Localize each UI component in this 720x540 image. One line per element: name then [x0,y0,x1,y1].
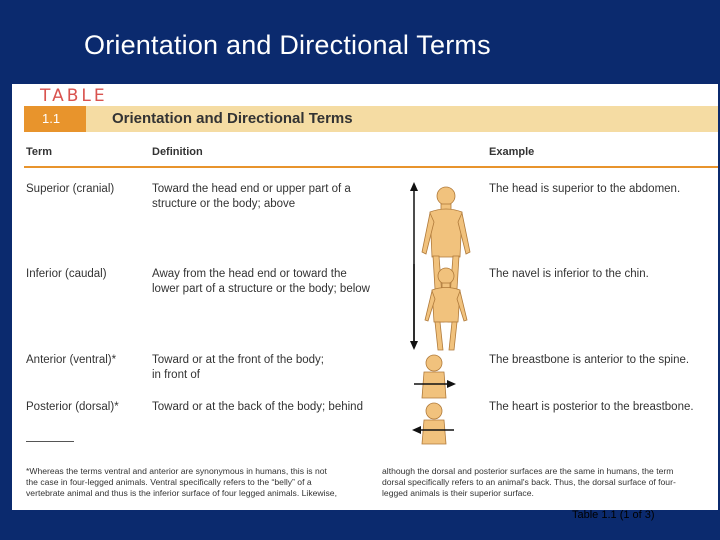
up-arrow-icon [410,182,418,191]
definition-superior [152,182,412,212]
definition-line: structure or the body; above [152,198,296,210]
footnote-line: the case in four-legged animals. Ventral specifically refers to the “belly” of a [26,477,312,487]
header-definition: Definition [152,146,203,158]
slide-caption: Table 1.1 (1 of 3) [572,509,655,521]
table-header-row [24,144,718,168]
definition-line: Toward or at the front of the body; [152,354,324,366]
footnote-right [382,466,716,499]
definition-line: Toward or at the back of the body; behind [152,401,363,413]
term-superior: Superior (cranial) [26,183,115,195]
header-example: Example [489,146,535,158]
term-inferior: Inferior (caudal) [26,268,107,280]
footnote-line: legged animals is their superior surface. [382,488,534,498]
footnote-line: *Whereas the terms ventral and anterior are synonymous in humans, this is not [26,466,327,476]
example-superior: The head is superior to the abdomen. [489,183,681,195]
table-number: 1.1 [24,106,86,132]
table-panel [12,84,718,510]
footnote-divider [26,441,74,442]
forward-arrow-icon [447,380,456,388]
term-anterior: Anterior (ventral)* [26,354,117,366]
side-profile-figure-icon [422,355,446,398]
example-posterior: The heart is posterior to the breastbone. [489,401,694,413]
posterior-figure [410,402,460,446]
definition-line: Away from the head end or toward the [152,268,347,280]
footnote-line: vertebrate animal and thus is the inferior surface of four legged animals. Likewise, [26,488,337,498]
footnote-line: although the dorsal and posterior surfaces are the same in humans, the term [382,466,674,476]
definition-posterior [152,400,412,415]
header-term: Term [26,146,53,158]
definition-line: lower part of a structure or the body; below [152,283,370,295]
body-figure-icon [425,268,467,350]
slide-title: Orientation and Directional Terms [84,30,491,60]
term-posterior: Posterior (dorsal)* [26,401,119,413]
down-arrow-icon [410,341,418,350]
table-banner [24,106,718,132]
table-label: TABLE [40,86,108,106]
table-title: Orientation and Directional Terms [112,110,353,127]
definition-line: in front of [152,369,200,381]
example-anterior: The breastbone is anterior to the spine. [489,354,690,366]
definition-anterior [152,353,412,383]
definition-inferior [152,267,412,297]
inferior-figure [406,264,476,354]
definition-line: Toward the head end or upper part of a [152,183,351,195]
anterior-figure [410,354,460,400]
backward-arrow-icon [412,426,421,434]
example-inferior: The navel is inferior to the chin. [489,268,649,280]
side-profile-figure-icon [422,403,446,444]
footnote-left [26,466,376,499]
footnote-line: dorsal specifically refers to an animal's back. Thus, the dorsal surface of four- [382,477,676,487]
